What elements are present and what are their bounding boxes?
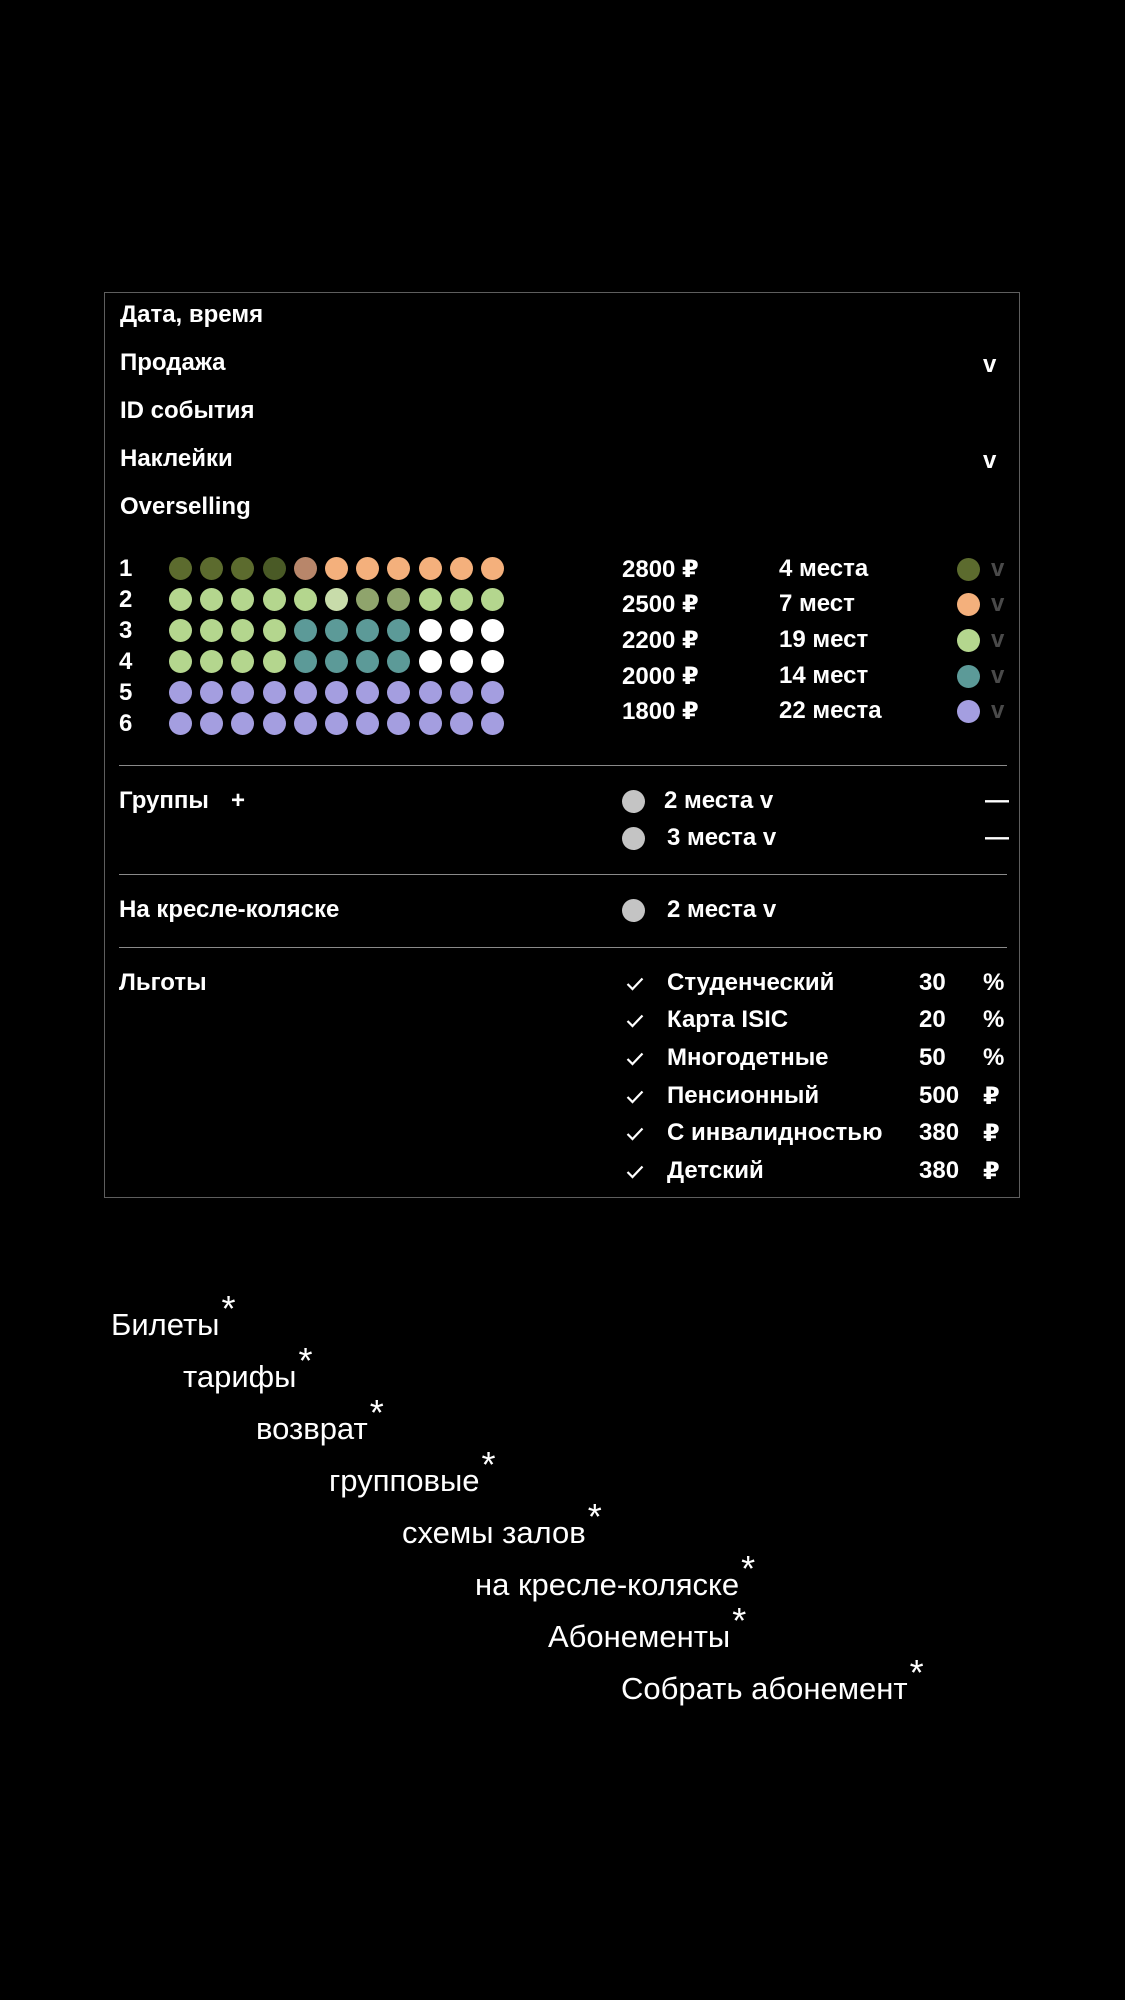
check-icon[interactable] (626, 1127, 644, 1141)
seat[interactable] (200, 619, 223, 642)
stickers-chevron-icon[interactable]: v (983, 447, 997, 474)
seat[interactable] (325, 712, 348, 735)
field-stickers-label: Наклейки (120, 445, 233, 472)
seat[interactable] (231, 557, 254, 580)
seat[interactable] (294, 681, 317, 704)
asterisk-icon: * (221, 1288, 236, 1329)
seat[interactable] (450, 557, 473, 580)
cascade-link-label: Собрать абонемент (621, 1671, 908, 1706)
check-icon[interactable] (626, 977, 644, 991)
seat[interactable] (200, 681, 223, 704)
price-color-swatch[interactable] (957, 558, 980, 581)
group-seats-dropdown[interactable]: 2 места v (664, 787, 774, 814)
seat[interactable] (419, 588, 442, 611)
cascade-link[interactable] (111, 1288, 236, 1344)
discount-name: Детский (667, 1157, 764, 1184)
wheelchair-seats-dropdown[interactable]: 2 места v (667, 896, 777, 923)
price-chevron-icon[interactable]: v (991, 590, 1005, 617)
seat[interactable] (231, 681, 254, 704)
cascade-link-label: тарифы (183, 1359, 297, 1394)
asterisk-icon: * (732, 1600, 747, 1641)
seat[interactable] (294, 557, 317, 580)
seat[interactable] (263, 619, 286, 642)
seat[interactable] (356, 650, 379, 673)
price-chevron-icon[interactable]: v (991, 555, 1005, 582)
price-value: 2000 ₽ (622, 663, 699, 690)
field-date-time-label: Дата, время (120, 301, 264, 328)
seat[interactable] (325, 619, 348, 642)
seat[interactable] (169, 557, 192, 580)
cascade-link[interactable] (402, 1496, 602, 1552)
discount-unit: % (983, 969, 1005, 996)
sale-chevron-icon[interactable]: v (983, 351, 997, 378)
seat[interactable] (231, 712, 254, 735)
seat[interactable] (450, 588, 473, 611)
remove-group-button[interactable]: — (985, 787, 1009, 814)
price-seat-count: 19 мест (779, 626, 869, 653)
check-icon[interactable] (626, 1052, 644, 1066)
price-color-swatch[interactable] (957, 593, 980, 616)
seat[interactable] (387, 557, 410, 580)
check-icon[interactable] (626, 1090, 644, 1104)
seat[interactable] (387, 650, 410, 673)
divider (119, 765, 1007, 766)
field-event-id[interactable] (120, 397, 255, 425)
price-value: 2200 ₽ (622, 627, 699, 654)
seat[interactable] (263, 681, 286, 704)
field-overselling-label: Overselling (120, 493, 251, 520)
price-chevron-icon[interactable]: v (991, 626, 1005, 653)
seat-row-label: 2 (119, 586, 133, 613)
price-color-swatch[interactable] (957, 629, 980, 652)
cascade-link-label: схемы залов (402, 1515, 586, 1550)
price-value: 1800 ₽ (622, 698, 699, 725)
discount-unit: ₽ (983, 1083, 1000, 1110)
seat-row-label: 6 (119, 710, 133, 737)
price-chevron-icon[interactable]: v (991, 662, 1005, 689)
seat[interactable] (231, 588, 254, 611)
seat[interactable] (263, 557, 286, 580)
check-icon[interactable] (626, 1165, 644, 1179)
cascade-link-label: групповые (329, 1463, 480, 1498)
seat[interactable] (419, 557, 442, 580)
cascade-link-label: Абонементы (548, 1619, 731, 1654)
seat-row-label: 4 (119, 648, 133, 675)
seat[interactable] (481, 619, 504, 642)
seat[interactable] (481, 588, 504, 611)
discount-value[interactable]: 380 (919, 1119, 960, 1146)
seat[interactable] (481, 712, 504, 735)
divider (119, 947, 1007, 948)
seat[interactable] (231, 619, 254, 642)
field-sale[interactable] (120, 349, 226, 377)
asterisk-icon: * (909, 1652, 924, 1693)
discount-unit: ₽ (983, 1158, 1000, 1185)
discounts-label: Льготы (119, 969, 207, 996)
price-seat-count: 7 мест (779, 590, 855, 617)
seat[interactable] (450, 681, 473, 704)
seat[interactable] (294, 650, 317, 673)
discount-name: Пенсионный (667, 1082, 820, 1109)
seat[interactable] (169, 619, 192, 642)
seat-row-label: 3 (119, 617, 133, 644)
seat[interactable] (294, 712, 317, 735)
seat[interactable] (481, 681, 504, 704)
seat[interactable] (387, 619, 410, 642)
discount-value[interactable]: 50 (919, 1044, 946, 1071)
cascade-link-label: на кресле-коляске (475, 1567, 740, 1602)
seat[interactable] (356, 588, 379, 611)
seat[interactable] (419, 619, 442, 642)
price-seat-count: 14 мест (779, 662, 869, 689)
cascade-link[interactable] (475, 1548, 756, 1604)
remove-group-button[interactable]: — (985, 824, 1009, 851)
check-icon[interactable] (626, 1014, 644, 1028)
seat[interactable] (294, 588, 317, 611)
seat[interactable] (419, 712, 442, 735)
cascade-link[interactable] (183, 1340, 313, 1396)
asterisk-icon: * (369, 1392, 384, 1433)
price-seat-count: 22 места (779, 697, 882, 724)
field-overselling[interactable] (120, 493, 251, 521)
cascade-link-label: Билеты (111, 1307, 220, 1342)
discount-value[interactable]: 20 (919, 1006, 946, 1033)
group-seat-dot (622, 790, 645, 813)
wheelchair-seat-dot (622, 899, 645, 922)
field-stickers[interactable] (120, 445, 233, 473)
asterisk-icon: * (481, 1444, 496, 1485)
event-settings-panel (104, 292, 1020, 1198)
price-chevron-icon[interactable]: v (991, 697, 1005, 724)
seat[interactable] (169, 681, 192, 704)
seat-row-label: 1 (119, 555, 133, 582)
seat[interactable] (325, 588, 348, 611)
seat[interactable] (200, 588, 223, 611)
seat[interactable] (356, 712, 379, 735)
price-seat-count: 4 места (779, 555, 869, 582)
seat[interactable] (263, 588, 286, 611)
seat[interactable] (169, 712, 192, 735)
seat[interactable] (263, 712, 286, 735)
cascade-link[interactable] (621, 1652, 924, 1708)
discount-name: Карта ISIC (667, 1006, 789, 1033)
seat[interactable] (356, 681, 379, 704)
seat[interactable] (169, 650, 192, 673)
discount-name: Многодетные (667, 1044, 829, 1071)
asterisk-icon: * (741, 1548, 756, 1589)
cascade-link[interactable] (548, 1600, 747, 1656)
discount-unit: % (983, 1006, 1005, 1033)
add-group-button[interactable]: + (231, 787, 246, 814)
seat[interactable] (200, 650, 223, 673)
group-seats-dropdown[interactable]: 3 места v (667, 824, 777, 851)
discount-value[interactable]: 380 (919, 1157, 960, 1184)
discount-name: С инвалидностью (667, 1119, 883, 1146)
seat[interactable] (450, 712, 473, 735)
seat[interactable] (387, 681, 410, 704)
seat[interactable] (169, 588, 192, 611)
price-color-swatch[interactable] (957, 700, 980, 723)
wheelchair-label: На кресле-коляске (119, 896, 340, 923)
asterisk-icon: * (298, 1340, 313, 1381)
groups-label: Группы (119, 787, 209, 814)
asterisk-icon: * (587, 1496, 602, 1537)
seat[interactable] (325, 650, 348, 673)
seat[interactable] (419, 681, 442, 704)
discount-value[interactable]: 30 (919, 969, 946, 996)
seat[interactable] (231, 650, 254, 673)
seat-row-label: 5 (119, 679, 133, 706)
seat[interactable] (356, 557, 379, 580)
price-color-swatch[interactable] (957, 665, 980, 688)
seat[interactable] (356, 619, 379, 642)
discount-name: Студенческий (667, 969, 835, 996)
discount-value[interactable]: 500 (919, 1082, 960, 1109)
cascade-link[interactable] (256, 1392, 384, 1448)
price-value: 2500 ₽ (622, 591, 699, 618)
field-sale-label: Продажа (120, 349, 226, 376)
seat[interactable] (294, 619, 317, 642)
seat[interactable] (481, 650, 504, 673)
seat[interactable] (419, 650, 442, 673)
divider (119, 874, 1007, 875)
price-value: 2800 ₽ (622, 556, 699, 583)
discount-unit: % (983, 1044, 1005, 1071)
seat[interactable] (263, 650, 286, 673)
field-event-id-label: ID события (120, 397, 255, 424)
seat[interactable] (325, 681, 348, 704)
seat[interactable] (200, 557, 223, 580)
seat[interactable] (387, 588, 410, 611)
seat[interactable] (450, 650, 473, 673)
seat[interactable] (325, 557, 348, 580)
seat[interactable] (481, 557, 504, 580)
seat[interactable] (387, 712, 410, 735)
cascade-link[interactable] (329, 1444, 496, 1500)
group-seat-dot (622, 827, 645, 850)
field-date-time[interactable] (120, 301, 263, 329)
seat[interactable] (200, 712, 223, 735)
discount-unit: ₽ (983, 1120, 1000, 1147)
seat[interactable] (450, 619, 473, 642)
cascade-link-label: возврат (256, 1411, 368, 1446)
